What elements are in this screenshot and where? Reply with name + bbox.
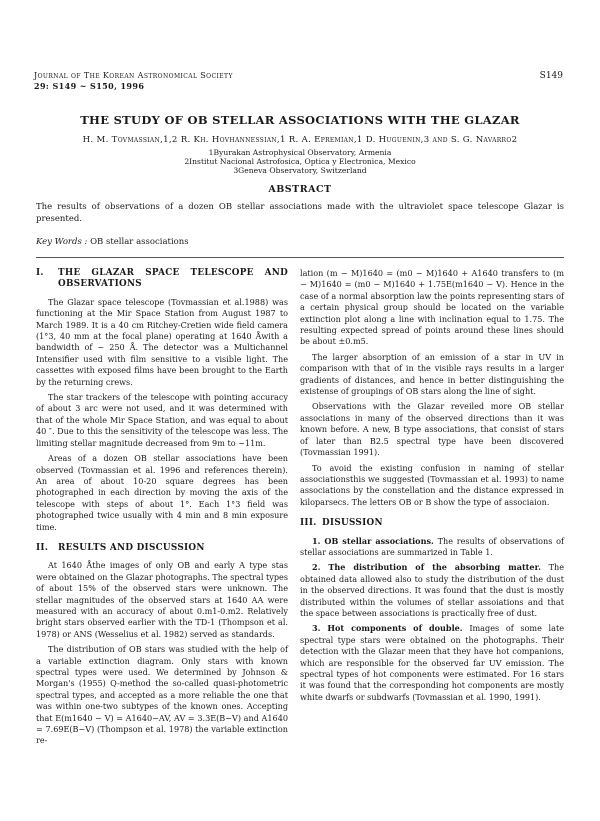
author-list: H. M. Tovmassian,1,2 R. Kh. Hovhannessian,1 R. A. Epremian,1 D. Huguenin,3 and S. G. Navarro2: [82, 135, 518, 145]
abstract-text: The results of observations of a dozen OB stellar associations made with the ultraviolet space telescope Glazar is presented.: [36, 202, 564, 224]
subsection-1-title: 1. OB stellar associations.: [312, 535, 434, 546]
subsection-3-title: 3. Hot components of double.: [312, 623, 463, 634]
abstract-divider: [36, 257, 564, 258]
subsection-2-text: The obtained data allowed also to study the distribution of the dust in the observed directions. It was found that the dust is mostly distributed within the volumes of stellar assoiations and that the space between associations is practically free of dust.: [300, 562, 564, 618]
section-2-paragraph: Observations with the Glazar reveiled more OB stellar associations in many of the observed directions than it was known before. A new, B type associations, that consist of stars of later than B2.5 spectral type have been discovered (Tovmassian 1991).: [300, 401, 564, 458]
affiliation-3: 3Geneva Observatory, Switzerland: [233, 166, 367, 175]
section-3-number: III.: [300, 518, 317, 529]
subsection-2: [300, 562, 564, 619]
keywords: [36, 237, 189, 247]
journal-header: [34, 71, 233, 91]
section-2-paragraph: The larger absorption of an emission of a star in UV in comparison with that of in the visible rays results in a larger gradients of distances, and hence in better distinguishing the existense of groupings of OB stars along the line of sight.: [300, 351, 564, 397]
paper-title: THE STUDY OF OB STELLAR ASSOCIATIONS WITH THE GLAZAR: [80, 113, 520, 127]
right-column: [300, 268, 564, 707]
section-2-paragraph: The distribution of OB stars was studied with the help of a variable extinction diagram. Only stars with known spectral types were used. We determined by Johnson & Morgan's (1955) Q-method the so-called quasi-photometric spectral types, and accepted as a more reliable the one that was within one-two subtypes of the known ones. Accepting that E(m1640 − V) = A1640−AV, AV = 3.3E(B−V) and A1640 = 7.69E(B−V) (Thompson et al. 1978) the variable extinction re-: [36, 644, 288, 746]
left-column: [36, 268, 288, 751]
journal-volume: 29: S149 ~ S150, 1996: [34, 81, 145, 91]
affiliation-1: 1Byurakan Astrophysical Observatory, Armenia: [208, 148, 392, 157]
journal-name: Journal of The Korean Astronomical Society: [34, 71, 233, 80]
section-2-title: RESULTS AND DISCUSSION: [58, 542, 205, 553]
section-2-paragraph: lation (m − M)1640 = (m0 − M)1640 + A1640 transfers to (m − M)1640 = (m0 − M)1640 + 1.75E(m1640 − V). Hence in the case of a normal absorption law the points representing stars of a certain physical group should be located on the variable extinction plot along a line with inclination equal to 1.75. The resulting expected spread of points around these lines should be about ±0.m5.: [300, 268, 564, 347]
section-1-heading: [36, 268, 288, 291]
section-2-paragraph: To avoid the existing confusion in naming of stellar associationsthis we suggested (Tovmassian et al. 1993) to name associations by the constellation and the distance expressed in kiloparsecs. The letters OB or B show the type of associaion.: [300, 462, 564, 507]
keywords-value: OB stellar associations: [90, 237, 189, 247]
section-3-title: DISUSSION: [322, 518, 383, 529]
affiliation-2: 2Institut Nacional Astrofosica, Optica y Electronica, Mexico: [184, 157, 416, 166]
section-2-number: II.: [36, 542, 49, 553]
abstract-heading: ABSTRACT: [268, 184, 332, 195]
subsection-2-title: 2. The distribution of the absorbing matter.: [312, 562, 541, 573]
section-3-heading: [300, 518, 564, 529]
subsection-1: [300, 536, 564, 559]
subsection-1-text: The results of observations of stellar associations are summarized in Table 1.: [300, 535, 564, 557]
section-1-number: I.: [36, 268, 44, 278]
subsection-3: [300, 623, 564, 703]
section-2-paragraph: At 1640 Åthe images of only OB and early A type stas were obtained on the Glazar photographs. The spectral types of about 15% of the observed stars were unknown. The stellar magnitudes of the observed stars at 1640 AA were measured with an accuracy of about 0.m1-0.m2. Relatively bright stars observed earlier with the TD-1 (Thompson et al. 1978) or ANS (Wesselius et al. 1982) served as standards.: [36, 560, 288, 639]
subsection-3-text: Images of some late spectral type stars were obtained on the photographs. Their detection with the Glazar meen that they have hot companions, which are responsible for the observed far UV emission. The spectral types of hot components were estimated. For 16 stars it was found that the corresponding hot components are mostly white dwarfs or subdwarfs (Tovmassian et al. 1990, 1991).: [300, 623, 564, 702]
page-number: S149: [539, 71, 563, 81]
section-2-heading: [36, 543, 288, 554]
section-1-paragraph: The Glazar space telescope (Tovmassian et al.1988) was functioning at the Mir Space Station from August 1987 to March 1989. It is a 40 cm Ritchey-Cretien wide field camera (1°3, 40 mm at the focal plane) operating at 1640 Åwith a bandwidth of ~ 250 Å. The detector was a Multichannel Intensifier used with film sensitive to a visible light. The cassettes with exposed films have been brought to the Earth by the returning crews.: [36, 296, 288, 387]
section-1-title: THE GLAZAR SPACE TELESCOPE AND OBSERVATIONS: [58, 268, 288, 290]
keywords-label: Key Words :: [36, 237, 88, 247]
section-1-paragraph: The star trackers of the telescope with pointing accuracy of about 3 arc were not used, and it was determined with that of the whole Mir Space Station, and was equal to about 40 ″. Due to this the sensitivity of the telescope was less. The limiting stellar magnitude decreased from 9m to ~11m.: [36, 392, 288, 448]
section-1-paragraph: Areas of a dozen OB stellar associations have been observed (Tovmassian et al. 1996 and references therein). An area of about 10-20 square degrees has been photographed in each direction by moving the axis of the telescope with steps of about 1°. Each 1°3 field was photographed twice usually with 4 min and 8 min exposure time.: [36, 453, 288, 532]
